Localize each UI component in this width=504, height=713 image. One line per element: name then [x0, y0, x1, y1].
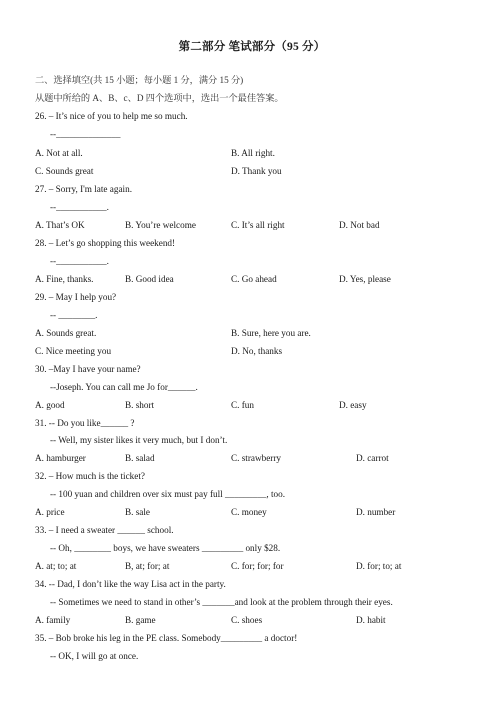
answer-line: --______________ [50, 129, 121, 139]
option-a: A. family [35, 615, 71, 625]
option-c: C. Nice meeting you [35, 346, 112, 356]
option-b: B. salad [125, 453, 155, 463]
answer-line: --___________. [50, 202, 109, 212]
question-stem: 33. – I need a sweater ______ school. [35, 525, 174, 535]
option-a: A. good [35, 400, 65, 410]
option-a: A. That’s OK [35, 220, 85, 230]
answer-line: --___________. [50, 256, 109, 266]
option-c: C. for; for; for [231, 561, 284, 571]
option-c: C. Go ahead [231, 274, 277, 284]
option-d: D. No, thanks [231, 346, 283, 356]
option-a: A. Sounds great. [35, 328, 97, 338]
option-c: C. fun [231, 400, 254, 410]
option-c: C. money [231, 507, 267, 517]
option-a: A. Fine, thanks. [35, 274, 94, 284]
option-a: A. Not at all. [35, 148, 83, 158]
section-heading: 二、选择填空(共 15 小题；每小题 1 分，满分 15 分) [35, 75, 244, 85]
option-b: B. game [125, 615, 156, 625]
option-b: B. sale [125, 507, 151, 517]
question-stem: 26. – It’s nice of you to help me so much. [35, 111, 188, 121]
answer-line: -- 100 yuan and children over six must pay full _________, too. [50, 489, 286, 499]
answer-line: -- Well, my sister likes it very much, but I don’t. [50, 435, 228, 445]
option-d: D. easy [339, 400, 367, 410]
option-c: C. Sounds great [35, 166, 94, 176]
option-d: D. Thank you [231, 166, 282, 176]
option-c: C. shoes [231, 615, 263, 625]
option-b: B. Good idea [125, 274, 174, 284]
option-d: D. carrot [356, 453, 389, 463]
option-b: B, at; for; at [125, 561, 170, 571]
option-b: B. All right. [231, 148, 275, 158]
option-b: B. You’re welcome [125, 220, 196, 230]
question-stem: 30. –May I have your name? [35, 364, 141, 374]
option-a: A. price [35, 507, 65, 517]
answer-line: -- OK, I will go at once. [50, 651, 139, 661]
option-d: D. habit [356, 615, 386, 625]
page-title: 第二部分 笔试部分（95 分） [178, 41, 326, 53]
question-stem: 32. – How much is the ticket? [35, 471, 145, 481]
answer-line: -- ________. [50, 310, 98, 320]
option-a: A. hamburger [35, 453, 86, 463]
question-stem: 27. – Sorry, I'm late again. [35, 184, 132, 194]
answer-line: --Joseph. You can call me Jo for______. [50, 382, 198, 392]
option-d: D. for; to; at [356, 561, 402, 571]
answer-line: -- Oh, ________ boys, we have sweaters _________ only $28. [50, 543, 281, 553]
option-b: B. short [125, 400, 155, 410]
option-b: B. Sure, here you are. [231, 328, 311, 338]
option-d: D. number [356, 507, 396, 517]
answer-line: -- Sometimes we need to stand in other’s _______and look at the problem through their eyes. [50, 597, 393, 607]
section-instruction: 从题中所给的 A、B、c、D 四个选项中，选出一个最佳答案。 [35, 93, 284, 103]
option-c: C. It’s all right [231, 220, 285, 230]
option-c: C. strawberry [231, 453, 282, 463]
question-stem: 29. – May I help you? [35, 292, 117, 302]
option-a: A. at; to; at [35, 561, 77, 571]
question-stem: 31. -- Do you like______ ? [35, 418, 135, 428]
question-stem: 34. -- Dad, I don’t like the way Lisa act in the party. [35, 579, 226, 589]
question-stem: 28. – Let’s go shopping this weekend! [35, 238, 176, 248]
option-d: D. Not bad [339, 220, 380, 230]
option-d: D. Yes, please [339, 274, 391, 284]
question-stem: 35. – Bob broke his leg in the PE class. Somebody_________ a doctor! [35, 633, 298, 643]
